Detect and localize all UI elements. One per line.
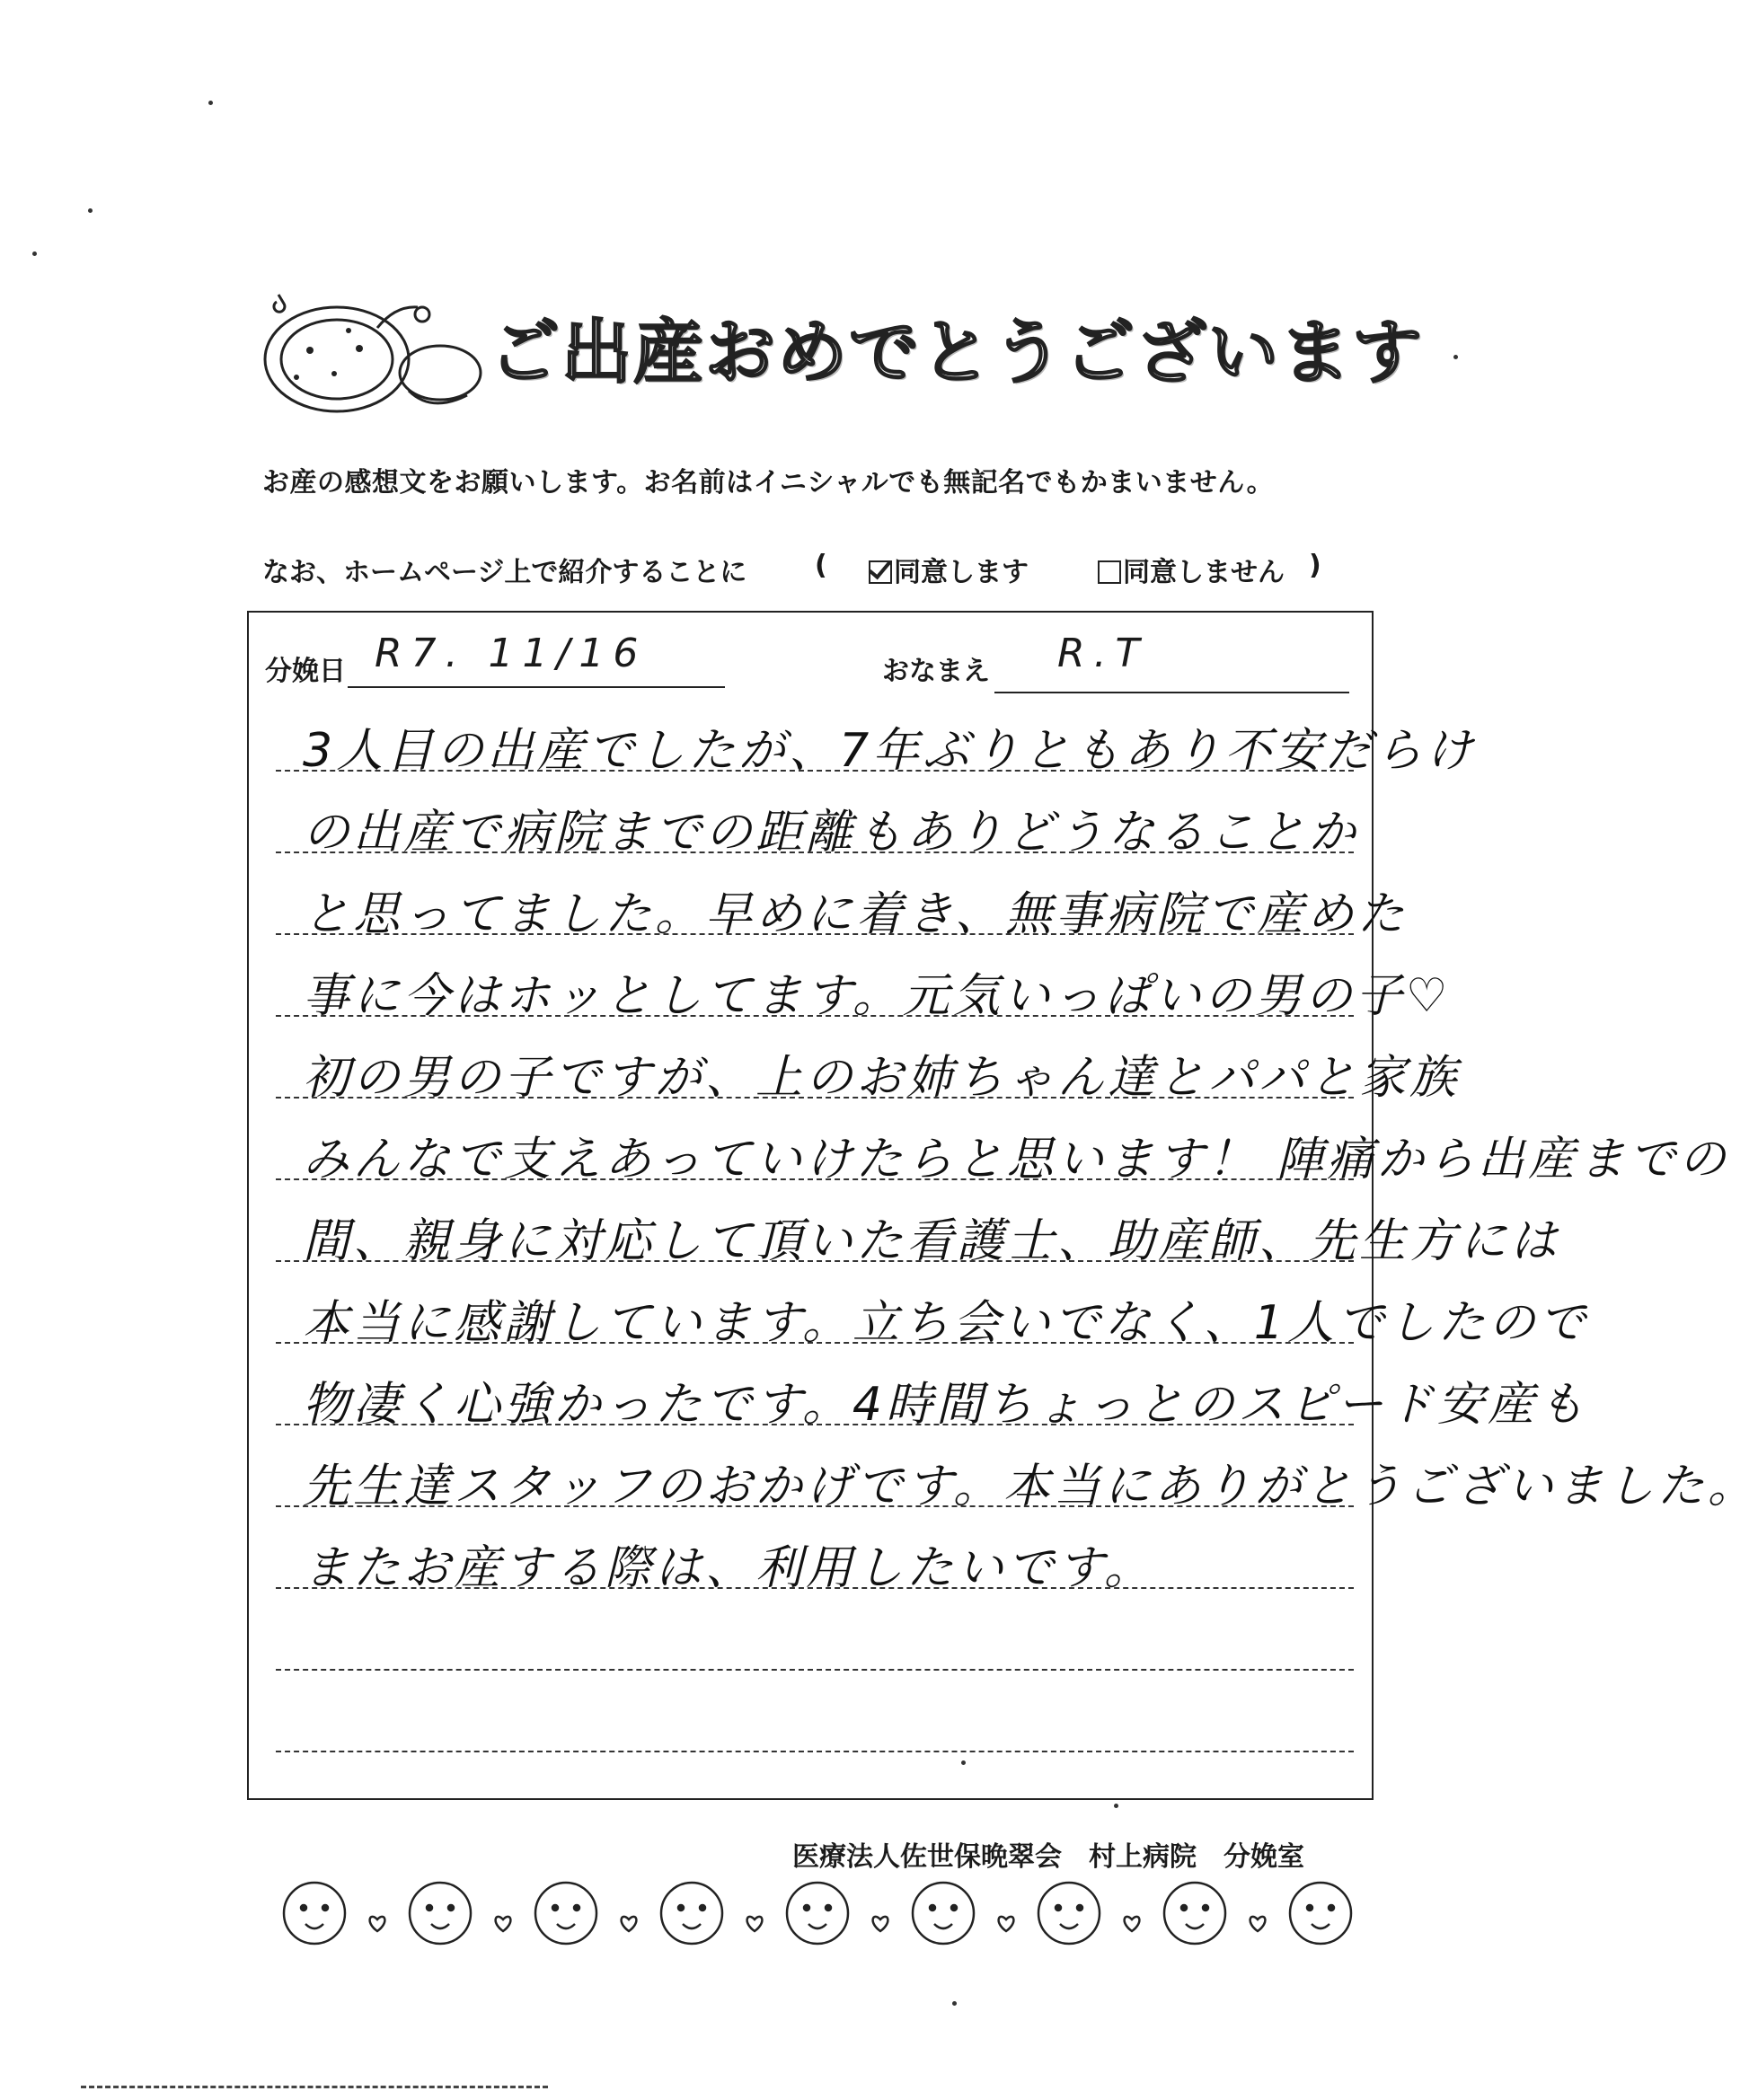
name-label: おなまえ (882, 656, 990, 687)
heart-icon (873, 1917, 888, 1931)
essay-line-text: 物凄く心強かったです。4時間ちょっとのスピード安産も (303, 1378, 1588, 1432)
essay-line-text: またお産する際は、利用したいです。 (303, 1541, 1154, 1595)
open-paren: ( (815, 550, 827, 581)
essay-line-text: 先生達スタッフのおかげです。本当にありがとうございました。 (303, 1460, 1758, 1513)
scan-speck (88, 208, 93, 213)
title-banner (261, 278, 1425, 431)
essay-line-text: の出産で病院までの距離もありどうなることか (303, 806, 1360, 860)
disagree-checkbox[interactable] (1098, 560, 1121, 584)
baby-face-icon (284, 1883, 345, 1944)
baby-icon (261, 287, 494, 422)
essay-line-text: 初の男の子ですが、上のお姉ちゃん達とパパと家族 (303, 1051, 1461, 1105)
baby-face-icon (410, 1883, 471, 1944)
baby-face-icon (1164, 1883, 1225, 1944)
heart-icon (622, 1917, 637, 1931)
agree-option[interactable] (869, 550, 1029, 589)
organization-name: 医療法人佐世保晩翠会 村上病院 分娩室 (792, 1841, 1304, 1873)
heart-icon (1250, 1917, 1266, 1931)
essay-line-text: 間、親身に対応して頂いた看護士、助産師、先生方には (303, 1214, 1561, 1268)
heart-icon (1125, 1917, 1140, 1931)
essay-line-text: みんなで支えあっていけたらと思います！ 陣痛から出産までの (303, 1133, 1730, 1187)
heart-icon (496, 1917, 511, 1931)
essay-line-text: 事に今はホッとしてます。元気いっぱいの男の子♡ (303, 969, 1452, 1023)
baby-face-icon (913, 1883, 974, 1944)
essay-line-text: 3人目の出産でしたが、7年ぶりともあり不安だらけ (303, 724, 1477, 778)
scan-edge (81, 2086, 548, 2088)
impression-form (247, 611, 1758, 1800)
close-paren: ) (1309, 550, 1321, 581)
delivery-date-value[interactable]: R7. 11/16 (375, 631, 648, 676)
delivery-date-line (348, 686, 725, 688)
baby-faces-border (278, 1859, 1356, 1958)
heart-icon (370, 1917, 385, 1931)
baby-face-icon (535, 1883, 596, 1944)
baby-face-icon (661, 1883, 722, 1944)
scan-speck (32, 251, 37, 256)
scan-speck (1453, 355, 1458, 359)
essay-rule-line (276, 1751, 1354, 1752)
heart-icon (747, 1917, 763, 1931)
baby-face-icon (1038, 1883, 1100, 1944)
consent-row (262, 550, 1331, 589)
instruction-text: お産の感想文をお願いします。お名前はイニシャルでも無記名でもかまいません。 (262, 467, 1275, 499)
disagree-option[interactable] (1098, 550, 1285, 589)
heart-icon (999, 1917, 1014, 1931)
agree-label: 同意します (894, 557, 1029, 588)
baby-face-icon (1290, 1883, 1351, 1944)
baby-face-icon (787, 1883, 848, 1944)
essay-line-text: 本当に感謝しています。立ち会いでなく、1人でしたので (303, 1296, 1589, 1350)
scan-speck (952, 2001, 957, 2006)
agree-checkbox[interactable] (869, 560, 892, 584)
name-line (994, 692, 1349, 693)
consent-prefix: なお、ホームページ上で紹介することに (262, 557, 747, 588)
scan-speck (208, 101, 213, 105)
page-title: ご出産おめでとうございます (490, 313, 1425, 393)
disagree-label: 同意しません (1123, 557, 1285, 588)
scan-speck (1114, 1804, 1118, 1808)
essay-line-text: と思ってました。早めに着き、無事病院で産めた (303, 887, 1408, 941)
essay-rule-line (276, 1669, 1354, 1671)
delivery-date-label: 分娩日 (265, 656, 346, 687)
name-value[interactable]: R.T (1057, 631, 1149, 676)
